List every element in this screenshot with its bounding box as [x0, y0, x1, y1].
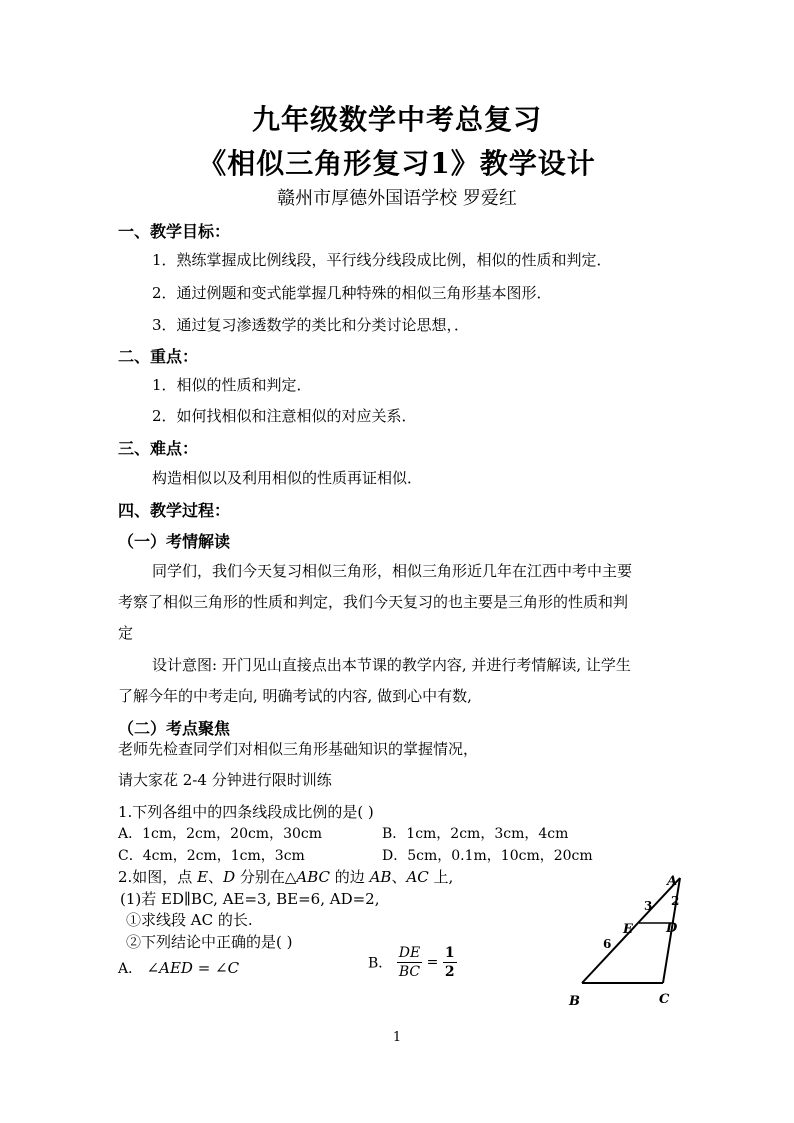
section-1-heading: 一、教学目标：: [118, 222, 231, 241]
question-2-condition: (1)若 ED∥BC, AE=3, BE=6, AD=2,: [120, 890, 380, 908]
question-1-option-a: A．1cm，2cm，20cm，30cm: [118, 826, 323, 842]
design-intent-line-1: 设计意图: 开门见山直接点出本节课的教学内容, 并进行考情解读, 让学生: [152, 656, 631, 674]
intro-paragraph-line-1: 同学们，我们今天复习相似三角形，相似三角形近几年在江西中考中主要: [152, 562, 633, 580]
length-ae: 3: [644, 899, 653, 913]
question-2-option-a: A． ∠AED = ∠C: [118, 959, 240, 977]
label-c: C: [659, 992, 670, 1007]
label-e: E: [623, 922, 633, 937]
question-2-part-1: ①求线段 AC 的长.: [126, 911, 253, 929]
intro-paragraph-line-2: 考察了相似三角形的性质和判定，我们今天复习的也主要是三角形的性质和判: [118, 593, 629, 611]
length-ad: 2: [671, 894, 680, 908]
question-1-stem: 1.下列各组中的四条线段成比例的是( ): [118, 803, 374, 821]
section-4-heading: 四、教学过程：: [118, 501, 231, 520]
question-1-option-c: C．4cm，2cm，1cm，3cm: [118, 848, 305, 864]
intro-paragraph-line-3: 定: [118, 624, 134, 642]
section-3-heading: 三、难点：: [118, 439, 199, 458]
fraction-de-bc: $\frac{DE}{BC}$: [398, 945, 421, 980]
design-intent-line-2: 了解今年的中考走向, 明确考试的内容, 做到心中有数,: [118, 687, 472, 705]
question-2-stem: 2.如图，点 E、D 分别在△ABC 的边 AB、AC 上,: [118, 868, 454, 886]
key-point-1: 1．相似的性质和判定．: [152, 376, 312, 394]
question-1-option-d: D．5cm，0.1m，10cm，20cm: [382, 848, 593, 864]
author-line: 赣州市厚德外国语学校 罗爱红: [277, 188, 517, 209]
title-line-2: 《相似三角形复习1》教学设计: [198, 147, 596, 180]
focus-paragraph-line-2: 请大家花 2-4 分钟进行限时训练: [118, 771, 332, 789]
subsection-1-heading: （一）考情解读: [118, 532, 231, 551]
key-point-2: 2．如何找相似和注意相似的对应关系．: [152, 407, 417, 425]
subsection-2-heading: （二）考点聚焦: [118, 719, 231, 738]
option-a-expression: ∠AED = ∠C: [146, 959, 240, 977]
page-number: 1: [392, 1030, 402, 1045]
focus-paragraph-line-1: 老师先检查同学们对相似三角形基础知识的掌握情况，: [118, 740, 479, 758]
triangle-figure: [555, 865, 705, 1015]
question-1-option-b: B．1cm，2cm，3cm，4cm: [382, 826, 569, 842]
goal-item-2: 2．通过例题和变式能掌握几种特殊的相似三角形基本图形．: [152, 284, 552, 302]
goal-item-3: 3．通过复习渗透数学的类比和分类讨论思想，．: [152, 316, 470, 334]
label-a: A: [667, 874, 678, 889]
question-2-part-2: ②下列结论中正确的是( ): [126, 933, 293, 951]
question-2-option-b: B． $\frac{DE}{BC}$ = $\frac{1}{2}$: [368, 945, 455, 980]
length-be: 6: [603, 937, 612, 951]
difficulty-text: 构造相似以及利用相似的性质再证相似．: [152, 469, 423, 487]
section-2-heading: 二、重点：: [118, 347, 199, 366]
goal-item-1: 1．熟练掌握成比例线段，平行线分线段成比例，相似的性质和判定．: [152, 251, 612, 269]
fraction-one-half: $\frac{1}{2}$: [444, 945, 455, 980]
label-b: B: [569, 994, 580, 1009]
title-line-1: 九年级数学中考总复习: [251, 103, 542, 136]
label-d: D: [666, 921, 678, 936]
